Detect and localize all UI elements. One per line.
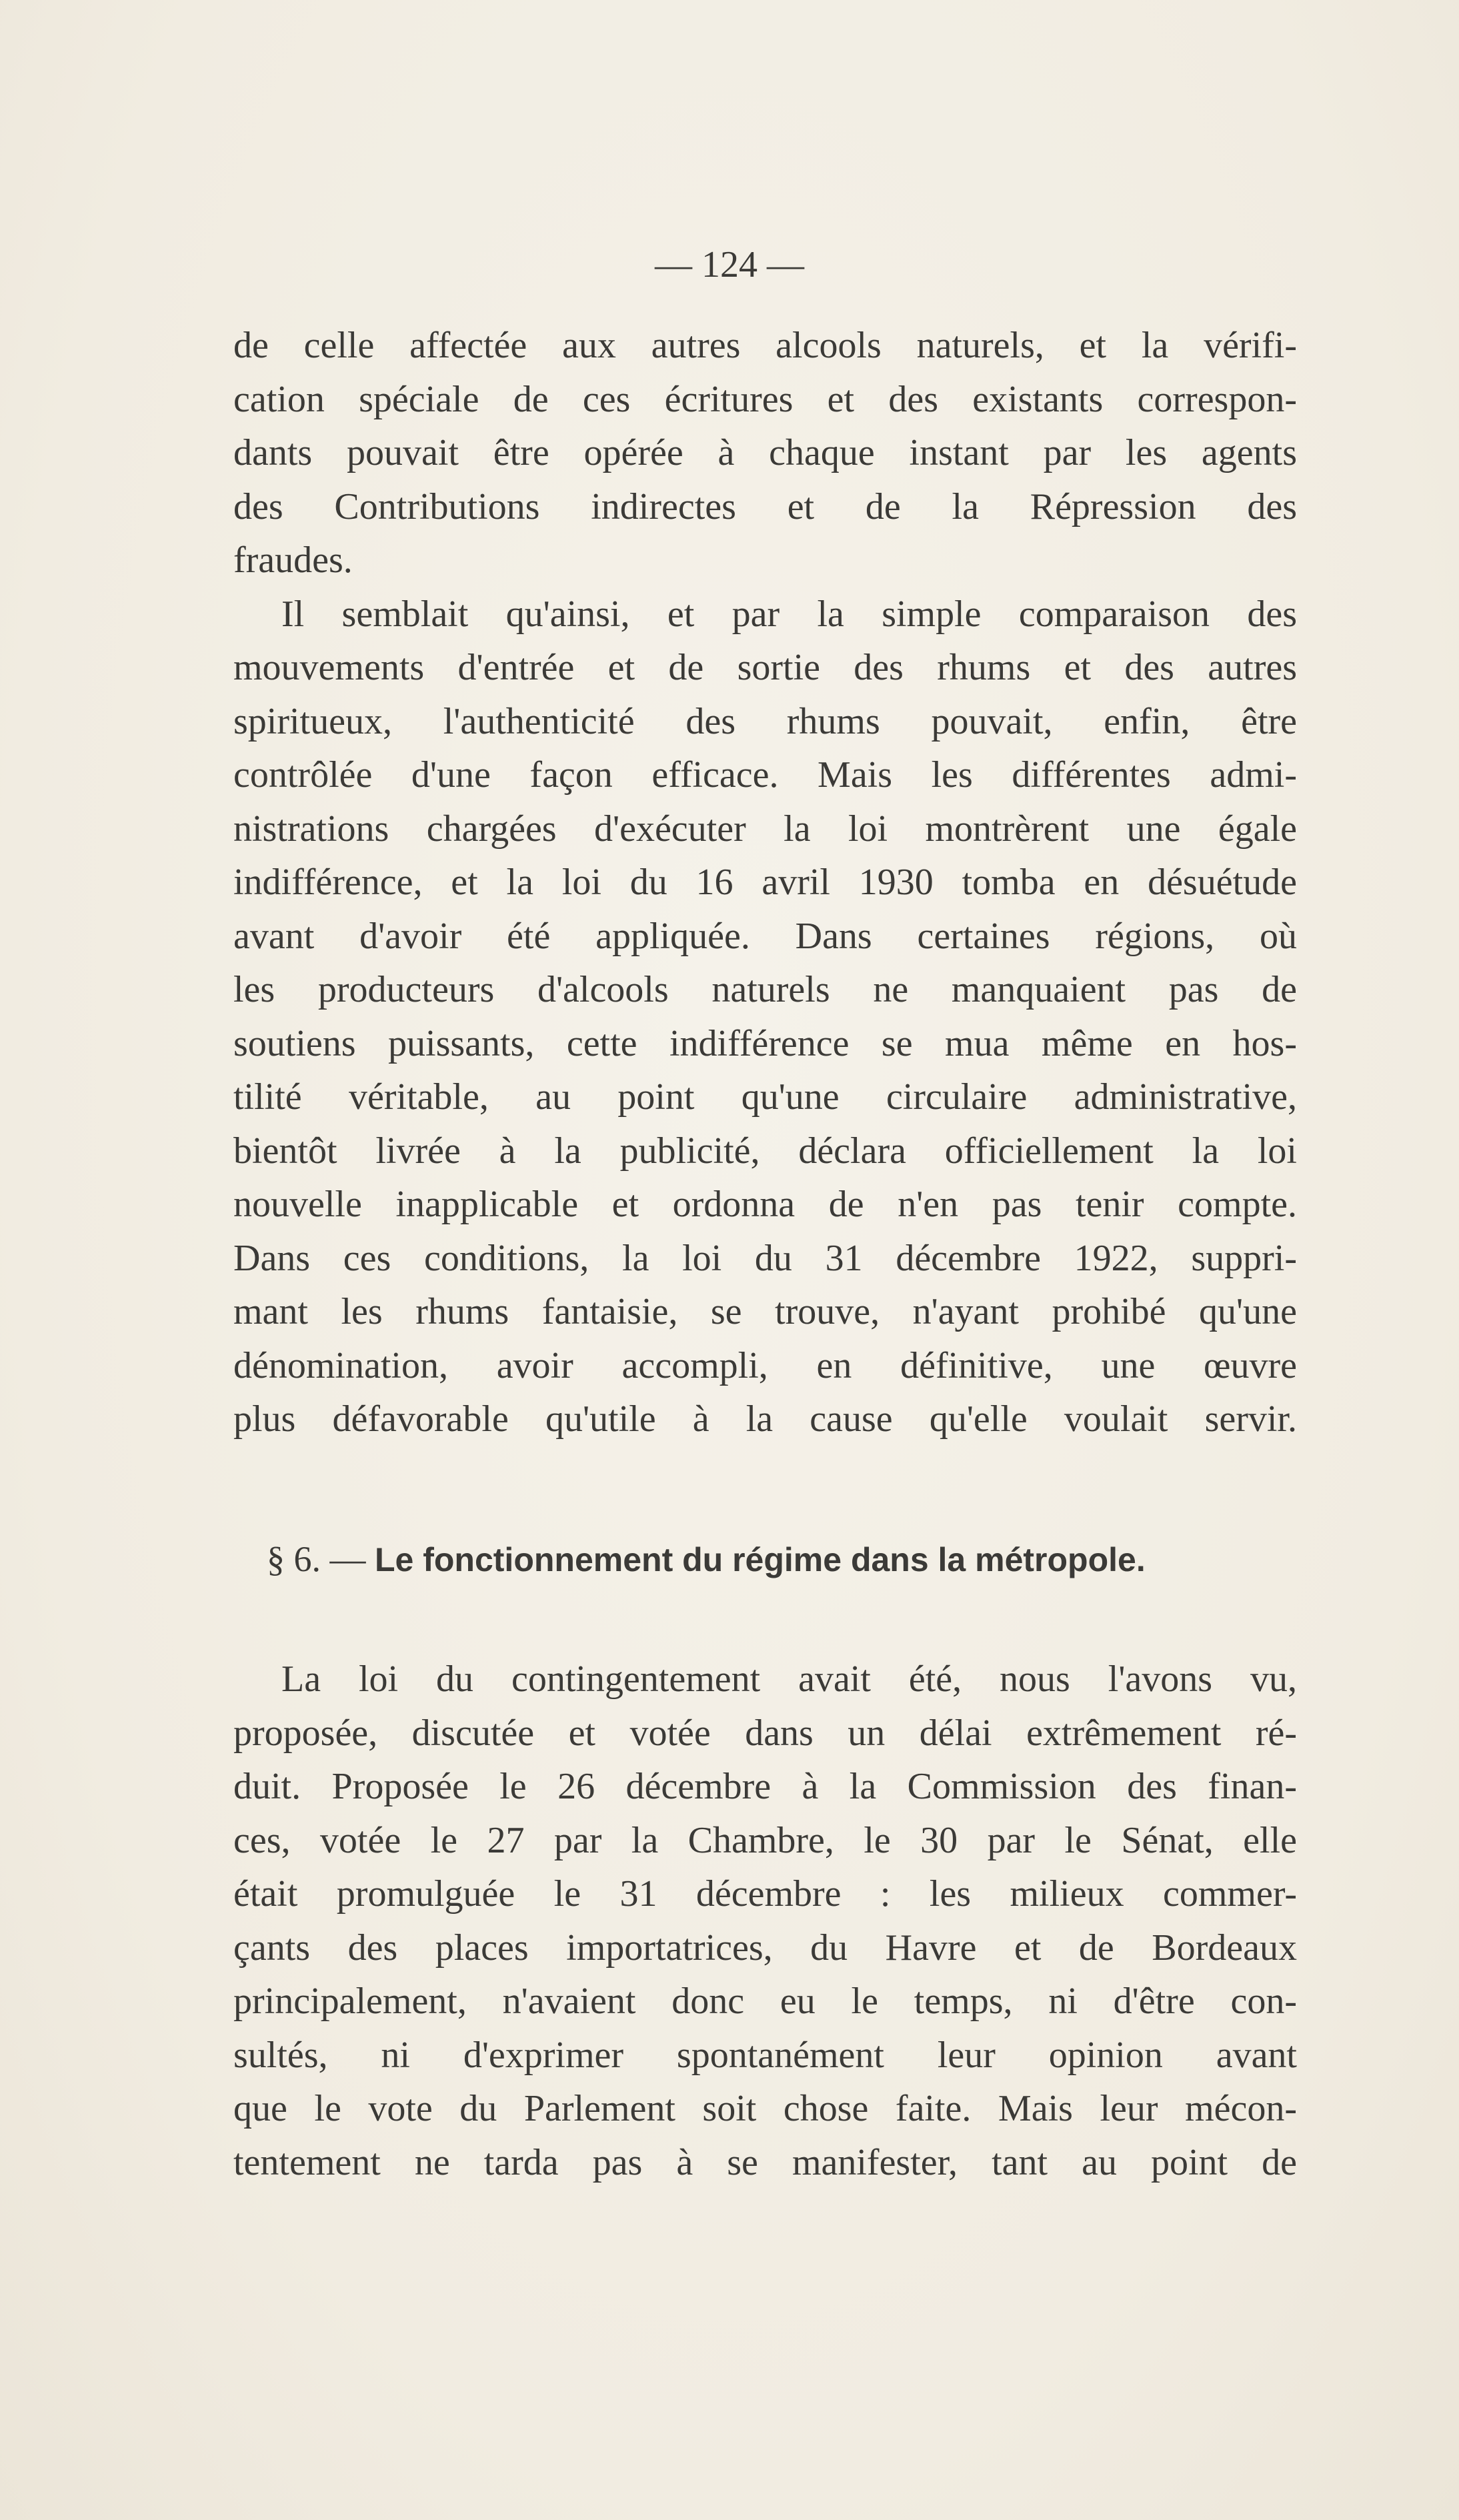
text-line: soutiens puissants, cette indifférence se mua même en hos- [233, 1022, 1297, 1064]
text-line: La loi du contingentement avait été, nous l'avons vu, [281, 1658, 1297, 1700]
text-line: mouvements d'entrée et de sortie des rhums et des autres [233, 647, 1297, 688]
text-line: les producteurs d'alcools naturels ne manquaient pas de [233, 969, 1297, 1010]
text-line: nouvelle inapplicable et ordonna de n'en pas tenir compte. [233, 1184, 1297, 1225]
text-line: ces, votée le 27 par la Chambre, le 30 par le Sénat, elle [233, 1819, 1297, 1861]
paragraph [233, 587, 1297, 1446]
text-line: proposée, discutée et votée dans un délai extrêmement ré- [233, 1712, 1297, 1754]
text-line: Dans ces conditions, la loi du 31 décembre 1922, suppri- [233, 1237, 1297, 1279]
text-line: indifférence, et la loi du 16 avril 1930 tomba en désuétude [233, 862, 1297, 903]
text-line: bientôt livrée à la publicité, déclara officiellement la loi [233, 1130, 1297, 1172]
text-line: tilité véritable, au point qu'une circulaire administrative, [233, 1076, 1297, 1118]
text-line: plus défavorable qu'utile à la cause qu'elle voulait servir. [233, 1398, 1297, 1440]
text-line: çants des places importatrices, du Havre et de Bordeaux [233, 1927, 1297, 1969]
section-number: § 6. — [267, 1539, 375, 1579]
text-line: nistrations chargées d'exécuter la loi montrèrent une égale [233, 808, 1297, 850]
body-text-bottom [233, 1652, 1297, 2189]
text-line: contrôlée d'une façon efficace. Mais les différentes admi- [233, 754, 1297, 796]
text-line: tentement ne tarda pas à se manifester, tant au point de [233, 2141, 1297, 2183]
text-line: cation spéciale de ces écritures et des existants correspon- [233, 378, 1297, 420]
section-title: Le fonctionnement du régime dans la métropole. [375, 1541, 1146, 1578]
section-heading [267, 1532, 1146, 1586]
text-line: spiritueux, l'authenticité des rhums pouvait, enfin, être [233, 700, 1297, 742]
text-line: duit. Proposée le 26 décembre à la Commission des finan- [233, 1766, 1297, 1807]
text-line: avant d'avoir été appliquée. Dans certaines régions, où [233, 915, 1297, 957]
text-line: dants pouvait être opérée à chaque instant par les agents [233, 432, 1297, 473]
text-line: Il semblait qu'ainsi, et par la simple comparaison des [281, 593, 1297, 635]
text-line: principalement, n'avaient donc eu le temps, ni d'être con- [233, 1981, 1297, 2022]
body-text-top [233, 319, 1297, 1446]
text-line: dénomination, avoir accompli, en définitive, une œuvre [233, 1344, 1297, 1386]
text-line: de celle affectée aux autres alcools naturels, et la vérifi- [233, 325, 1297, 366]
text-line: mant les rhums fantaisie, se trouve, n'ayant prohibé qu'une [233, 1291, 1297, 1332]
paragraph [233, 1652, 1297, 2189]
text-line: que le vote du Parlement soit chose faite. Mais leur mécon- [233, 2088, 1297, 2129]
text-line: sultés, ni d'exprimer spontanément leur opinion avant [233, 2034, 1297, 2076]
text-line: fraudes. [233, 539, 353, 581]
text-line: des Contributions indirectes et de la Répression des [233, 485, 1297, 527]
page-number: — 124 — [655, 244, 804, 285]
text-line: était promulguée le 31 décembre : les milieux commer- [233, 1873, 1297, 1915]
paragraph [233, 319, 1297, 587]
